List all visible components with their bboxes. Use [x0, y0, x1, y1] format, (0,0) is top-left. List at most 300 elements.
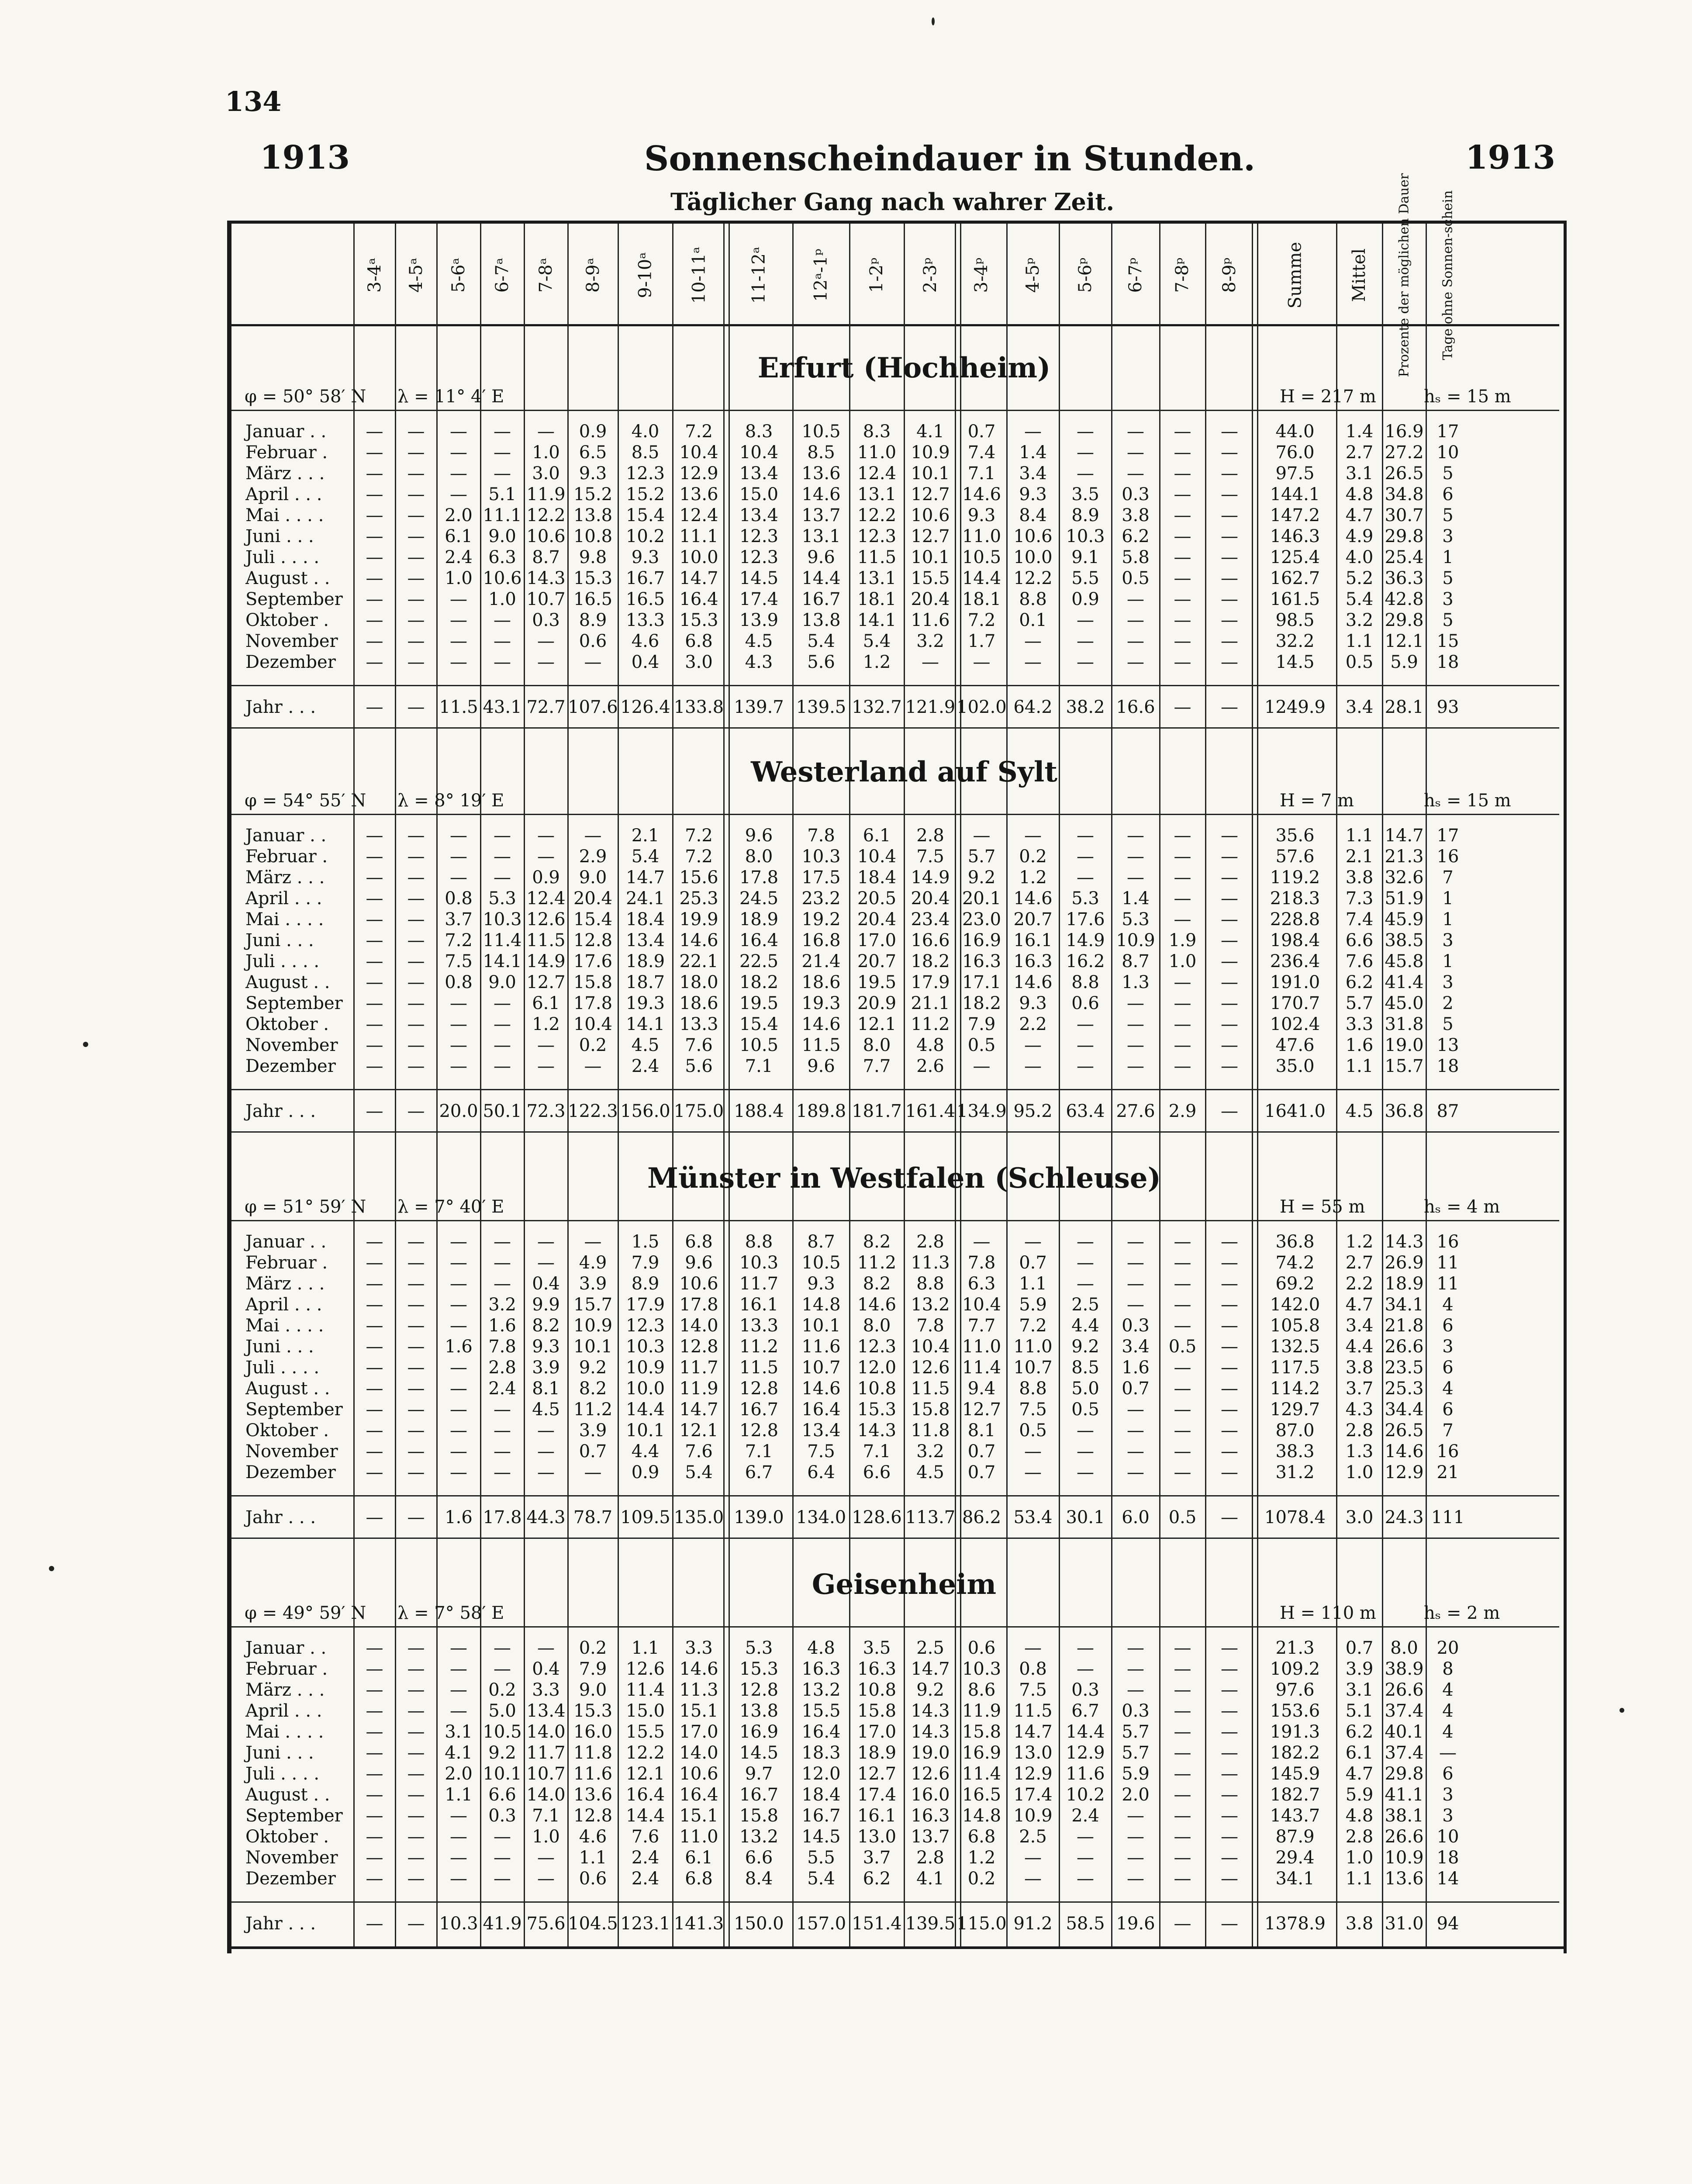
- table-cell: 5.4: [863, 631, 891, 651]
- table-cell: —: [584, 1462, 602, 1482]
- table-cell: 7.9: [631, 1253, 660, 1273]
- column-header: [1253, 229, 1336, 321]
- table-cell: 4.8: [916, 1035, 944, 1055]
- table-cell: 147.2: [1270, 505, 1320, 525]
- table-cell: —: [1127, 1806, 1144, 1826]
- table-cell: 38.1: [1385, 1806, 1424, 1826]
- table-cell: —: [407, 972, 425, 992]
- table-cell: —: [1221, 1659, 1238, 1679]
- table-cell: —: [407, 951, 425, 971]
- month-label: Mai . . . .: [245, 909, 324, 930]
- table-cell: —: [1221, 1056, 1238, 1076]
- table-cell: 10.6: [679, 1274, 718, 1294]
- table-cell: 134.9: [956, 1101, 1007, 1121]
- table-cell: 132.5: [1270, 1337, 1320, 1357]
- month-label: März . . .: [245, 1680, 325, 1700]
- table-cell: —: [1127, 847, 1144, 867]
- table-cell: 134.0: [796, 1507, 846, 1527]
- month-label: September: [245, 1806, 343, 1826]
- table-cell: 8.8: [1019, 1379, 1047, 1399]
- table-cell: 1.2: [1019, 867, 1047, 888]
- table-cell: 4: [1442, 1379, 1454, 1399]
- station-phi: φ = 50° 58′ N: [245, 387, 366, 407]
- month-label: Dezember: [245, 1462, 336, 1482]
- table-cell: 25.3: [1385, 1379, 1424, 1399]
- table-cell: —: [450, 442, 467, 463]
- table-cell: 2.9: [1168, 1101, 1197, 1121]
- table-cell: 5.1: [488, 484, 516, 505]
- month-label: August . .: [245, 972, 330, 992]
- table-cell: 19.5: [857, 972, 897, 992]
- table-cell: —: [1024, 1035, 1042, 1055]
- table-cell: 3.2: [1345, 610, 1374, 630]
- table-cell: 14.1: [483, 951, 522, 971]
- column-header: [1336, 229, 1382, 321]
- station-lambda: λ = 7° 40′ E: [397, 1197, 504, 1217]
- table-cell: 20.7: [1013, 909, 1053, 930]
- table-cell: —: [1127, 1253, 1144, 1273]
- table-cell: 72.7: [526, 697, 566, 717]
- table-cell: —: [366, 547, 383, 567]
- table-cell: 16.5: [625, 589, 665, 609]
- table-cell: 9.6: [807, 1056, 835, 1076]
- table-cell: 13.0: [1013, 1743, 1053, 1763]
- table-cell: —: [1024, 652, 1042, 672]
- table-row: [231, 847, 1559, 867]
- table-row: [231, 1869, 1559, 1890]
- table-cell: —: [366, 1274, 383, 1294]
- table-cell: 13.0: [857, 1827, 897, 1847]
- table-cell: —: [1127, 463, 1144, 484]
- table-cell: 3.9: [579, 1274, 607, 1294]
- column-header: [1160, 229, 1205, 321]
- table-cell: 5.4: [631, 847, 660, 867]
- table-cell: 17.4: [739, 589, 779, 609]
- table-cell: —: [1221, 1441, 1238, 1462]
- table-cell: —: [407, 1827, 425, 1847]
- table-cell: —: [1127, 1014, 1144, 1034]
- table-cell: 6.7: [745, 1462, 773, 1482]
- table-cell: —: [1077, 1462, 1094, 1482]
- table-cell: 98.5: [1275, 610, 1315, 630]
- table-row: [231, 1827, 1559, 1848]
- table-cell: 3.2: [488, 1295, 516, 1315]
- table-cell: 14.9: [1066, 930, 1105, 950]
- table-cell: 7.2: [685, 422, 713, 442]
- table-cell: —: [407, 1701, 425, 1721]
- table-cell: 2.8: [916, 1232, 944, 1252]
- table-cell: 17.9: [911, 972, 950, 992]
- month-label: Oktober .: [245, 1014, 329, 1034]
- table-cell: 8.3: [863, 422, 891, 442]
- table-cell: 23.4: [911, 909, 950, 930]
- table-cell: 5.6: [807, 652, 835, 672]
- table-cell: 1.0: [488, 589, 516, 609]
- table-cell: —: [1221, 1295, 1238, 1315]
- table-cell: 1641.0: [1264, 1101, 1326, 1121]
- table-cell: 95.2: [1013, 1101, 1053, 1121]
- table-cell: 4.5: [745, 631, 773, 651]
- table-cell: —: [1127, 589, 1144, 609]
- table-row: [231, 930, 1559, 951]
- table-cell: —: [1221, 484, 1238, 505]
- table-cell: 8.2: [863, 1232, 891, 1252]
- table-cell: 175.0: [673, 1101, 724, 1121]
- table-cell: 4.3: [1345, 1400, 1374, 1420]
- table-cell: 11.5: [801, 1035, 841, 1055]
- table-cell: 31.2: [1275, 1462, 1315, 1482]
- table-cell: —: [366, 631, 383, 651]
- table-cell: 5.5: [807, 1848, 835, 1868]
- table-cell: 1.1: [579, 1848, 607, 1868]
- table-cell: —: [407, 1101, 425, 1121]
- table-cell: 1.0: [1345, 1462, 1374, 1482]
- table-cell: —: [1024, 631, 1042, 651]
- table-cell: 1249.9: [1264, 697, 1326, 717]
- table-cell: 6.1: [863, 826, 891, 846]
- table-row: [231, 1680, 1559, 1701]
- table-cell: 2.5: [1019, 1827, 1047, 1847]
- table-cell: 3.2: [916, 1441, 944, 1462]
- table-cell: 10.7: [1013, 1358, 1053, 1378]
- station-rule: [231, 1220, 1559, 1221]
- table-row: [231, 909, 1559, 930]
- table-cell: 1.4: [1345, 422, 1374, 442]
- table-cell: —: [450, 867, 467, 888]
- month-label: Mai . . . .: [245, 505, 324, 525]
- table-cell: —: [1127, 1659, 1144, 1679]
- table-row: [231, 867, 1559, 888]
- table-cell: 5.4: [807, 1869, 835, 1889]
- table-cell: 6.6: [745, 1848, 773, 1868]
- table-cell: 5: [1442, 610, 1454, 630]
- table-cell: —: [1127, 1638, 1144, 1658]
- table-cell: 10.3: [962, 1659, 1001, 1679]
- table-cell: 20.4: [911, 888, 950, 909]
- table-cell: 8.8: [1019, 589, 1047, 609]
- table-cell: 5.9: [1019, 1295, 1047, 1315]
- table-cell: —: [450, 1253, 467, 1273]
- table-cell: 17.4: [857, 1785, 897, 1805]
- month-label: August . .: [245, 1379, 330, 1399]
- table-cell: 0.2: [579, 1638, 607, 1658]
- month-label: Dezember: [245, 1869, 336, 1889]
- table-cell: 0.3: [1122, 1701, 1150, 1721]
- station-H: H = 7 m: [1280, 791, 1354, 811]
- table-cell: 10.3: [801, 847, 841, 867]
- table-cell: 2.4: [1071, 1806, 1099, 1826]
- table-cell: 31.0: [1385, 1914, 1424, 1934]
- table-cell: 20.9: [857, 993, 897, 1013]
- table-cell: 15.8: [739, 1806, 779, 1826]
- table-cell: 12.1: [679, 1420, 718, 1441]
- table-cell: 14.6: [1013, 888, 1053, 909]
- table-cell: —: [1174, 826, 1191, 846]
- table-cell: 145.9: [1270, 1764, 1320, 1784]
- table-cell: 10.5: [801, 1253, 841, 1273]
- table-cell: 10.9: [625, 1358, 665, 1378]
- table-cell: —: [407, 568, 425, 588]
- table-cell: 10.3: [1066, 526, 1105, 546]
- table-cell: —: [366, 1316, 383, 1336]
- table-cell: 8.2: [532, 1316, 560, 1336]
- table-cell: —: [1174, 867, 1191, 888]
- table-cell: 3.7: [863, 1848, 891, 1868]
- table-cell: 26.6: [1385, 1827, 1424, 1847]
- table-cell: 21.3: [1385, 847, 1424, 867]
- table-cell: 5.5: [1071, 568, 1099, 588]
- table-row: [231, 1420, 1559, 1441]
- table-cell: —: [1077, 1035, 1094, 1055]
- table-cell: 1: [1442, 888, 1454, 909]
- table-cell: 4.6: [579, 1827, 607, 1847]
- table-cell: 93: [1436, 697, 1459, 717]
- table-cell: —: [1077, 1253, 1094, 1273]
- table-cell: 16.7: [801, 589, 841, 609]
- month-label: September: [245, 1400, 343, 1420]
- table-cell: 3.1: [1345, 1680, 1374, 1700]
- table-cell: —: [494, 1232, 511, 1252]
- table-cell: —: [450, 1400, 467, 1420]
- table-cell: 7.1: [745, 1056, 773, 1076]
- table-cell: 9.2: [488, 1743, 516, 1763]
- table-cell: 24.1: [625, 888, 665, 909]
- table-cell: 10.7: [526, 589, 566, 609]
- table-cell: 3.3: [532, 1680, 560, 1700]
- table-cell: 1.0: [1345, 1848, 1374, 1868]
- table-cell: 7.6: [685, 1441, 713, 1462]
- table-cell: —: [1221, 442, 1238, 463]
- table-cell: —: [366, 1232, 383, 1252]
- table-cell: —: [1077, 1014, 1094, 1034]
- table-cell: 16.2: [1066, 951, 1105, 971]
- table-cell: 181.7: [852, 1101, 902, 1121]
- table-cell: 6.2: [1122, 526, 1150, 546]
- table-cell: —: [1127, 652, 1144, 672]
- table-cell: 9.0: [579, 1680, 607, 1700]
- table-cell: 11.9: [962, 1701, 1001, 1721]
- table-cell: 17: [1436, 826, 1459, 846]
- table-cell: 13.4: [739, 463, 779, 484]
- table-cell: 16.0: [573, 1722, 613, 1742]
- table-cell: —: [1221, 993, 1238, 1013]
- column-header-label: 10-11ᵃ: [689, 246, 709, 304]
- table-cell: —: [450, 1379, 467, 1399]
- table-cell: 15.3: [857, 1400, 897, 1420]
- table-cell: 1.1: [1345, 1056, 1374, 1076]
- table-cell: 12.7: [962, 1400, 1001, 1420]
- table-cell: 0.1: [1019, 610, 1047, 630]
- table-cell: 10.6: [1013, 526, 1053, 546]
- table-cell: —: [1174, 972, 1191, 992]
- table-cell: 8.5: [807, 442, 835, 463]
- table-cell: —: [537, 826, 555, 846]
- table-cell: 10.1: [801, 1316, 841, 1336]
- table-cell: —: [1024, 1056, 1042, 1076]
- table-cell: 9.9: [532, 1295, 560, 1315]
- table-cell: —: [1221, 697, 1238, 717]
- table-cell: 6.1: [685, 1848, 713, 1868]
- month-label: Juni . . .: [245, 930, 314, 950]
- table-cell: —: [1221, 847, 1238, 867]
- table-cell: 16.1: [1013, 930, 1053, 950]
- table-cell: —: [407, 631, 425, 651]
- table-cell: 25.3: [679, 888, 718, 909]
- table-cell: —: [407, 1743, 425, 1763]
- table-cell: 7.2: [685, 847, 713, 867]
- table-cell: 6.1: [445, 526, 473, 546]
- table-cell: 7.2: [967, 610, 996, 630]
- column-header: [568, 229, 618, 321]
- table-row: [231, 652, 1559, 673]
- table-cell: —: [1221, 1316, 1238, 1336]
- table-cell: 16.1: [857, 1806, 897, 1826]
- table-row: [231, 1014, 1559, 1035]
- table-cell: 5.6: [685, 1056, 713, 1076]
- table-cell: 19.0: [1385, 1035, 1424, 1055]
- table-cell: 7.5: [807, 1441, 835, 1462]
- table-cell: 13.1: [857, 568, 897, 588]
- table-cell: 45.8: [1385, 951, 1424, 971]
- column-header-label: 4-5ᵖ: [1022, 257, 1043, 293]
- table-cell: 19.5: [739, 993, 779, 1013]
- table-cell: 2.8: [916, 826, 944, 846]
- station-section: [231, 332, 1559, 734]
- table-cell: 6.6: [1345, 930, 1374, 950]
- table-cell: 6.0: [1122, 1507, 1150, 1527]
- table-cell: 11.9: [679, 1379, 718, 1399]
- month-label: Oktober .: [245, 1420, 329, 1441]
- table-cell: 38.5: [1385, 930, 1424, 950]
- table-cell: 16.4: [739, 930, 779, 950]
- table-cell: 9.0: [488, 972, 516, 992]
- table-cell: 10.5: [962, 547, 1001, 567]
- table-cell: 0.6: [579, 631, 607, 651]
- table-cell: —: [366, 568, 383, 588]
- table-cell: 15.1: [679, 1701, 718, 1721]
- month-label: Juni . . .: [245, 526, 314, 546]
- total-row: [231, 1912, 1559, 1933]
- column-header: [673, 229, 725, 321]
- table-cell: 20.0: [439, 1101, 478, 1121]
- table-cell: 3.8: [1345, 1914, 1374, 1934]
- table-cell: 2.2: [1345, 1274, 1374, 1294]
- table-cell: 16.1: [739, 1295, 779, 1315]
- table-cell: 3.0: [685, 652, 713, 672]
- table-cell: 114.2: [1270, 1379, 1320, 1399]
- table-cell: —: [407, 484, 425, 505]
- table-cell: 44.0: [1275, 422, 1315, 442]
- table-cell: 18.4: [625, 909, 665, 930]
- table-cell: —: [366, 1869, 383, 1889]
- table-cell: 10.3: [625, 1337, 665, 1357]
- table-cell: 12.4: [679, 505, 718, 525]
- table-cell: —: [973, 1232, 991, 1252]
- table-cell: 5.0: [1071, 1379, 1099, 1399]
- table-cell: 14.7: [679, 1400, 718, 1420]
- table-cell: —: [494, 1462, 511, 1482]
- table-cell: —: [1024, 1848, 1042, 1868]
- table-cell: 12.7: [857, 1764, 897, 1784]
- table-cell: —: [366, 1253, 383, 1273]
- table-cell: 135.0: [673, 1507, 724, 1527]
- table-cell: 10.4: [911, 1337, 950, 1357]
- table-cell: 22.5: [739, 951, 779, 971]
- table-cell: 162.7: [1270, 568, 1320, 588]
- table-cell: 1.6: [445, 1507, 473, 1527]
- table-cell: 19.9: [679, 909, 718, 930]
- table-cell: 8.2: [579, 1379, 607, 1399]
- station-name: Westerland auf Sylt: [751, 756, 1057, 788]
- table-cell: —: [1174, 993, 1191, 1013]
- station-rule: [231, 814, 1559, 815]
- table-cell: 16.7: [739, 1400, 779, 1420]
- table-cell: 5.3: [745, 1638, 773, 1658]
- table-cell: 5.1: [1345, 1701, 1374, 1721]
- table-cell: 6.3: [488, 547, 516, 567]
- table-cell: 13.6: [679, 484, 718, 505]
- table-cell: 3.8: [1122, 505, 1150, 525]
- table-cell: —: [407, 1014, 425, 1034]
- table-cell: —: [450, 1295, 467, 1315]
- table-cell: 10.6: [526, 526, 566, 546]
- table-row: [231, 972, 1559, 993]
- table-cell: 45.9: [1385, 909, 1424, 930]
- column-header-label: Mittel: [1349, 248, 1370, 302]
- table-cell: 14.4: [625, 1400, 665, 1420]
- table-cell: —: [450, 1232, 467, 1252]
- table-cell: 3.8: [1345, 867, 1374, 888]
- month-label: Dezember: [245, 1056, 336, 1076]
- total-label: Jahr . . .: [245, 697, 316, 717]
- table-cell: 21.3: [1275, 1638, 1315, 1658]
- table-cell: —: [1077, 1827, 1094, 1847]
- table-cell: 1.9: [1168, 930, 1197, 950]
- table-cell: 14.6: [1013, 972, 1053, 992]
- station-hs: hₛ = 2 m: [1424, 1603, 1500, 1623]
- table-cell: 16.0: [911, 1785, 950, 1805]
- table-cell: 14.5: [801, 1827, 841, 1847]
- table-cell: 12.2: [1013, 568, 1053, 588]
- year-left: 1913: [260, 139, 350, 176]
- table-cell: 0.2: [579, 1035, 607, 1055]
- table-cell: 30.1: [1066, 1507, 1105, 1527]
- table-cell: 15.4: [573, 909, 613, 930]
- table-cell: 161.4: [905, 1101, 956, 1121]
- table-cell: 7.2: [1019, 1316, 1047, 1336]
- column-header-label: Tage ohne Sonnen-schein: [1440, 190, 1455, 360]
- table-cell: 6.8: [685, 631, 713, 651]
- table-cell: —: [1174, 1680, 1191, 1700]
- table-cell: 119.2: [1270, 867, 1320, 888]
- table-cell: —: [366, 1848, 383, 1868]
- table-cell: 0.2: [488, 1680, 516, 1700]
- table-cell: 11.1: [483, 505, 522, 525]
- table-cell: —: [494, 652, 511, 672]
- table-cell: 11.9: [526, 484, 566, 505]
- table-cell: —: [1174, 1056, 1191, 1076]
- table-cell: —: [1174, 1722, 1191, 1742]
- table-cell: 16.4: [679, 1785, 718, 1805]
- table-cell: 41.1: [1385, 1785, 1424, 1805]
- table-cell: 17.8: [679, 1295, 718, 1315]
- table-cell: —: [450, 589, 467, 609]
- table-cell: 14.0: [679, 1316, 718, 1336]
- table-cell: —: [1221, 568, 1238, 588]
- table-cell: —: [494, 1014, 511, 1034]
- table-cell: 9.6: [745, 826, 773, 846]
- month-label: Februar .: [245, 442, 328, 463]
